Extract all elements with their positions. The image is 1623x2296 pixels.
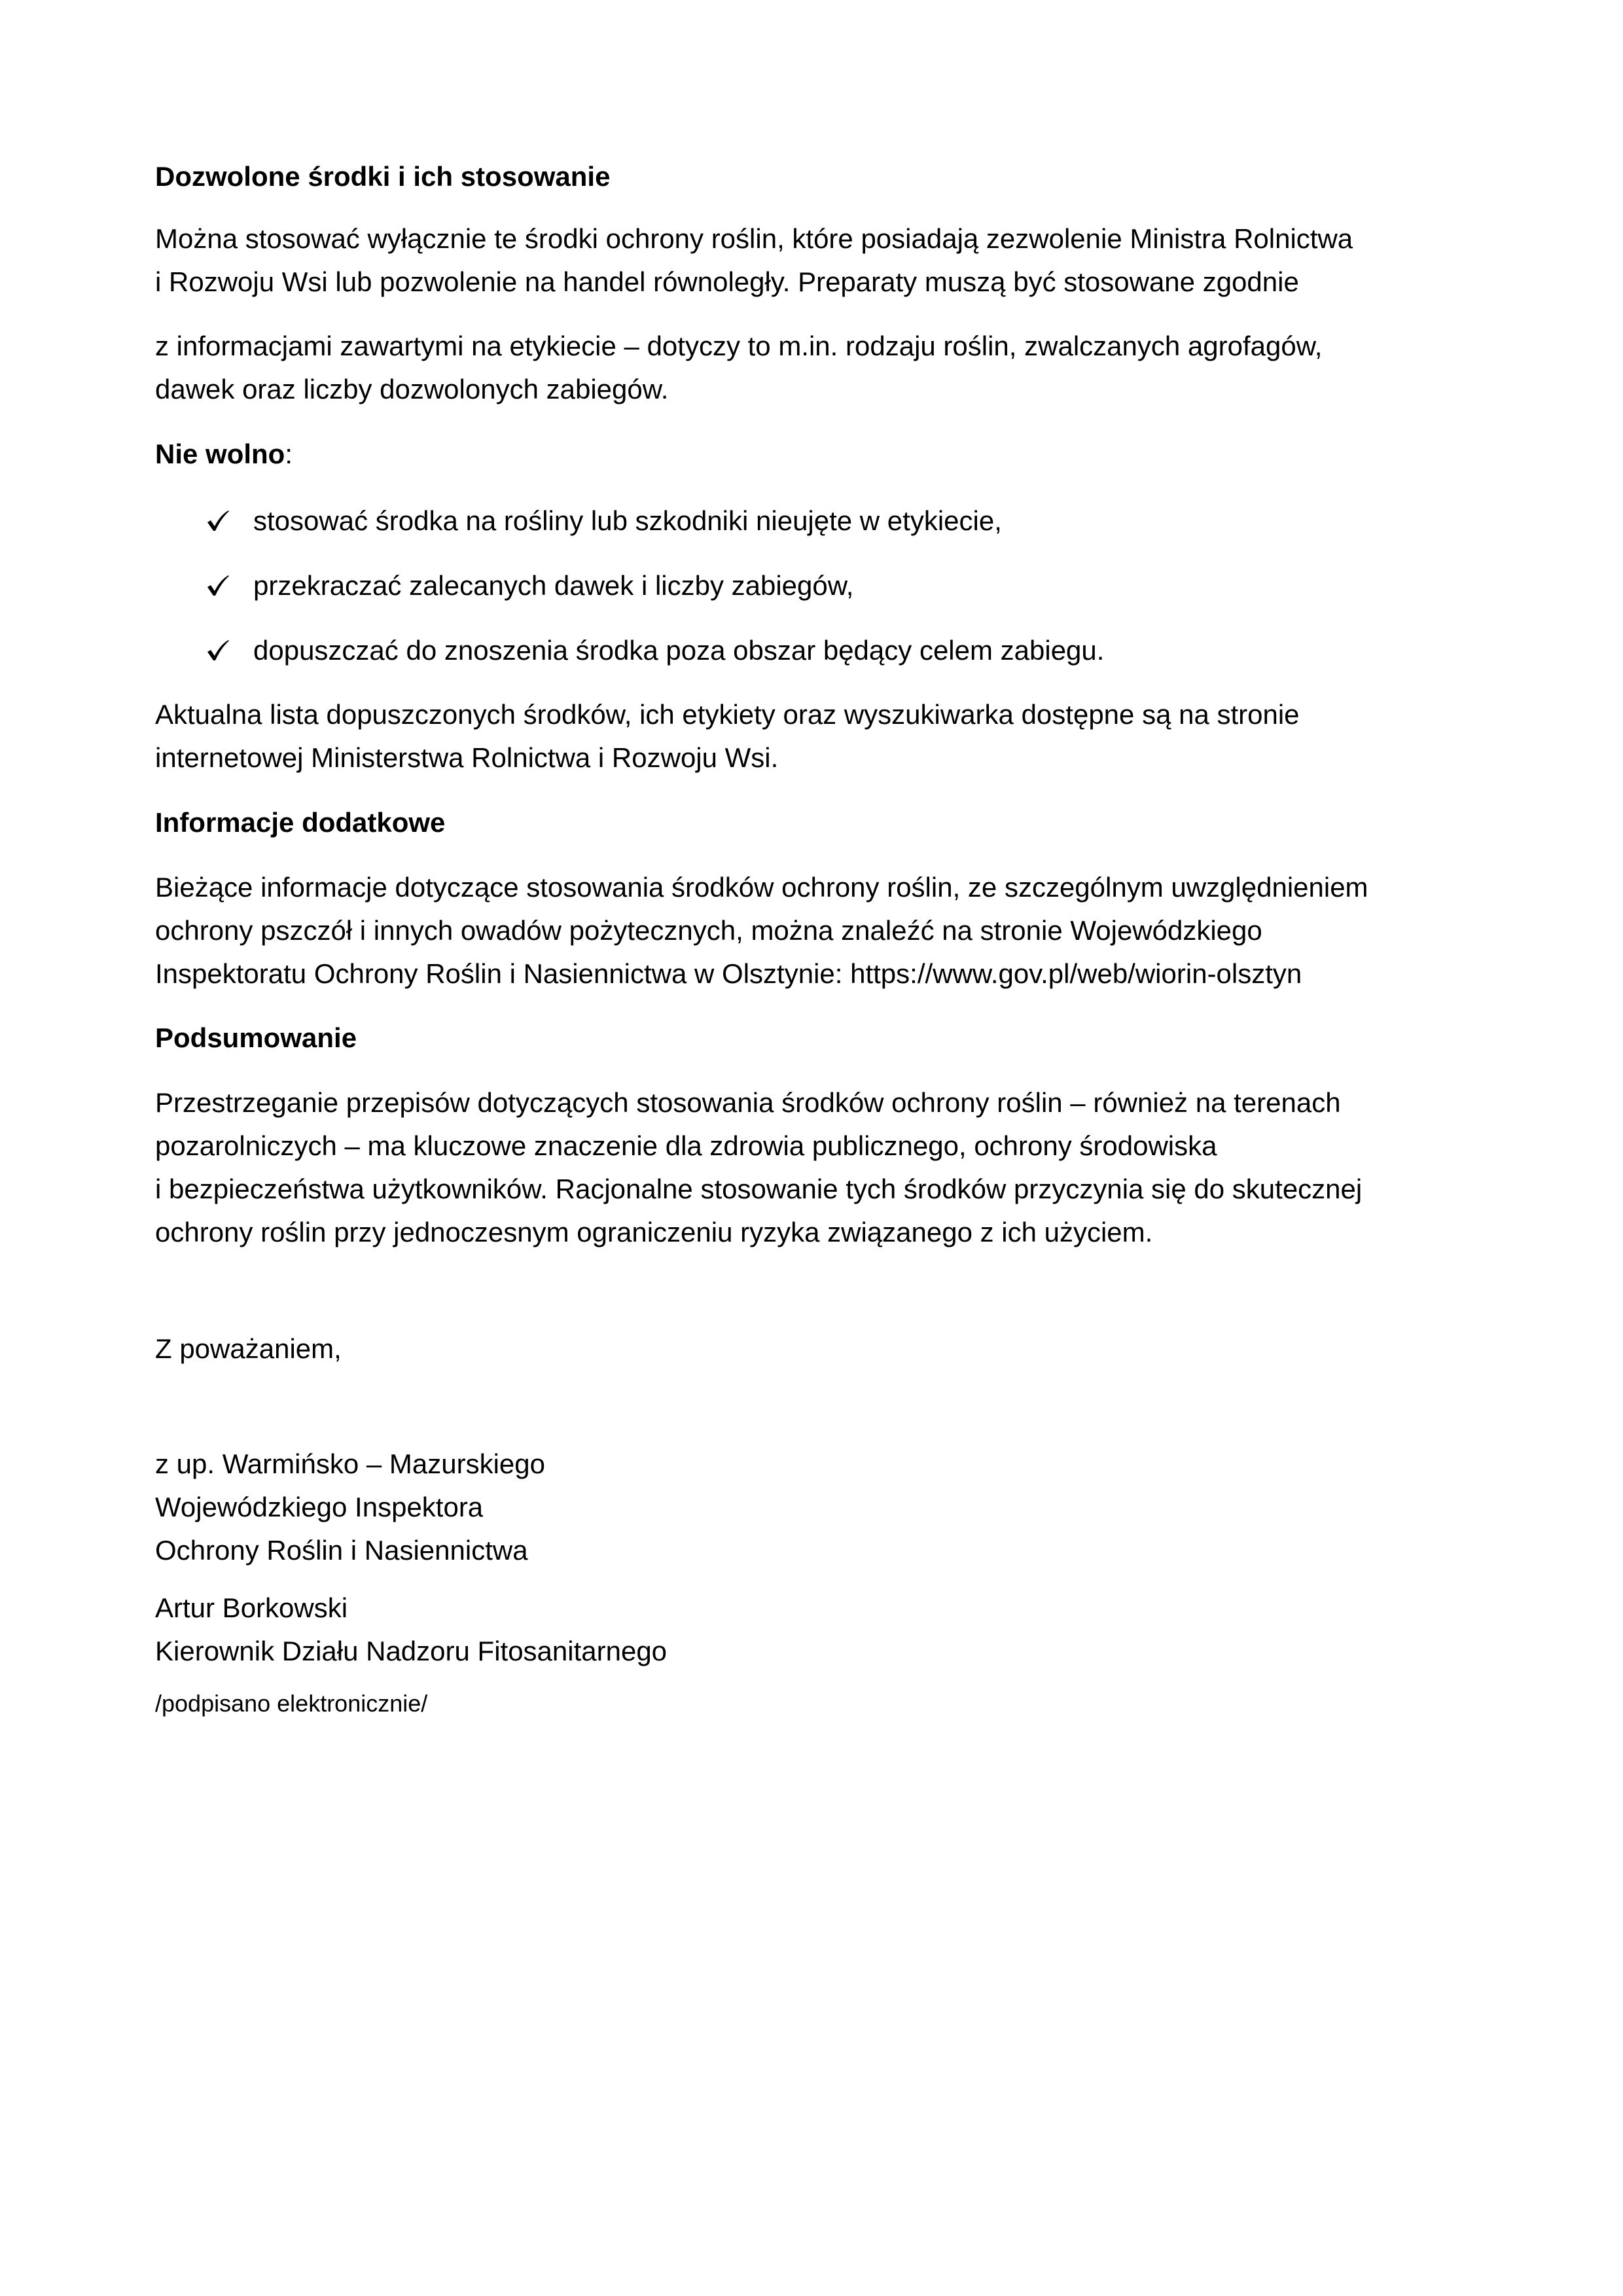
prohibited-label-text: Nie wolno bbox=[155, 439, 285, 469]
paragraph-line: Aktualna lista dopuszczonych środków, ich etykiety oraz wyszukiwarka dostępne są na stronie bbox=[155, 699, 1300, 730]
list-item-text: stosować środka na rośliny lub szkodniki nieujęte w etykiecie, bbox=[253, 505, 1002, 536]
authority-line: z up. Warmińsko – Mazurskiego bbox=[155, 1448, 545, 1479]
heading-additional-info bbox=[155, 801, 1484, 844]
heading-text: Dozwolone środki i ich stosowanie bbox=[155, 161, 611, 192]
checkmark-icon bbox=[206, 564, 232, 607]
prohibited-label-colon: : bbox=[285, 439, 293, 469]
paragraph-line: internetowej Ministerstwa Rolnictwa i Rozwoju Wsi. bbox=[155, 742, 779, 773]
paragraph-line: ochrony pszczół i innych owadów pożytecznych, można znaleźć na stronie Wojewódzkiego bbox=[155, 915, 1262, 946]
authority-line: Ochrony Roślin i Nasiennictwa bbox=[155, 1535, 528, 1566]
list-item-text: przekraczać zalecanych dawek i liczby zabiegów, bbox=[253, 570, 854, 601]
authority-block bbox=[155, 1443, 1484, 1572]
paragraph-line: dawek oraz liczby dozwolonych zabiegów. bbox=[155, 374, 669, 404]
prohibited-label bbox=[155, 433, 1484, 476]
signer-block bbox=[155, 1587, 1484, 1673]
paragraph-line: Można stosować wyłącznie te środki ochrony roślin, które posiadają zezwolenie Ministra Rolnictwa bbox=[155, 223, 1353, 254]
list-item-text: dopuszczać do znoszenia środka poza obszar będący celem zabiegu. bbox=[253, 635, 1105, 666]
paragraph-line: pozarolniczych – ma kluczowe znaczenie dla zdrowia publicznego, ochrony środowiska bbox=[155, 1130, 1217, 1161]
authority-line: Wojewódzkiego Inspektora bbox=[155, 1492, 484, 1522]
paragraph-line: Przestrzeganie przepisów dotyczących stosowania środków ochrony roślin – również na terenach bbox=[155, 1087, 1341, 1118]
signature-note-text: /podpisano elektronicznie/ bbox=[155, 1690, 428, 1717]
heading-allowed-products bbox=[155, 155, 1484, 198]
heading-text: Podsumowanie bbox=[155, 1022, 357, 1053]
closing-salutation bbox=[155, 1327, 1484, 1371]
paragraph-label-info bbox=[155, 325, 1484, 411]
heading-text: Informacje dodatkowe bbox=[155, 807, 446, 838]
signer-name: Artur Borkowski bbox=[155, 1592, 348, 1623]
paragraph-allowed-intro bbox=[155, 217, 1484, 304]
paragraph-additional-info bbox=[155, 866, 1484, 996]
paragraph-line-with-url: Inspektoratu Ochrony Roślin i Nasiennictwa w Olsztynie: https://www.gov.pl/web/wiorin-olsztyn bbox=[155, 958, 1302, 989]
salutation-text: Z poważaniem, bbox=[155, 1333, 342, 1364]
signer-title: Kierownik Działu Nadzoru Fitosanitarnego bbox=[155, 1636, 668, 1666]
electronic-signature-note bbox=[155, 1685, 1484, 1722]
checkmark-icon bbox=[206, 499, 232, 543]
paragraph-line: ochrony roślin przy jednoczesnym ograniczeniu ryzyka związanego z ich użyciem. bbox=[155, 1217, 1153, 1247]
paragraph-line: Bieżące informacje dotyczące stosowania środków ochrony roślin, ze szczególnym uwzględnieniem bbox=[155, 872, 1368, 903]
checkmark-icon bbox=[206, 629, 232, 672]
paragraph-line: z informacjami zawartymi na etykiecie – dotyczy to m.in. rodzaju roślin, zwalczanych agrofagów, bbox=[155, 331, 1323, 361]
paragraph-summary bbox=[155, 1081, 1484, 1254]
paragraph-ministry-list bbox=[155, 693, 1484, 780]
paragraph-line: i Rozwoju Wsi lub pozwolenie na handel równoległy. Preparaty muszą być stosowane zgodnie bbox=[155, 266, 1299, 297]
paragraph-line: i bezpieczeństwa użytkowników. Racjonalne stosowanie tych środków przyczynia się do skutecznej bbox=[155, 1174, 1363, 1204]
heading-summary bbox=[155, 1016, 1484, 1060]
